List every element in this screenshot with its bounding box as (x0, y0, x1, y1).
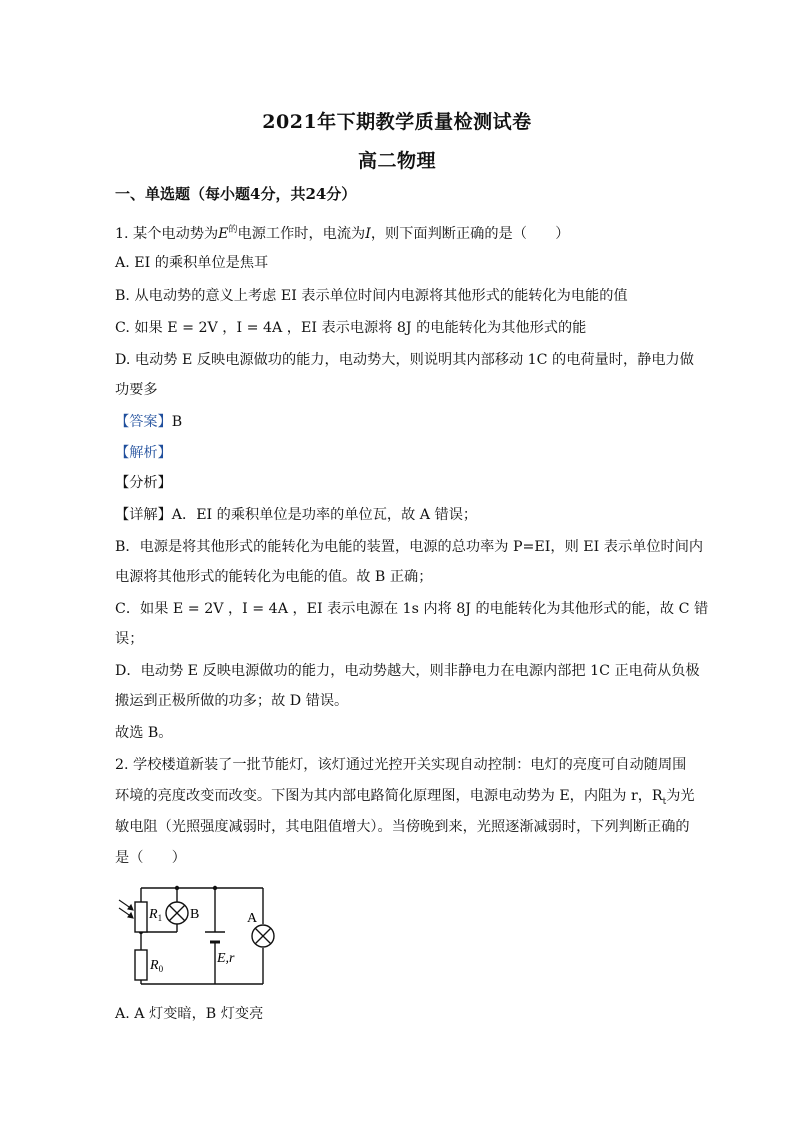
q1-stem (115, 220, 685, 244)
section-heading: 一、单选题（每小题4分，共24分） (115, 185, 357, 203)
q1-symbol-E: E (218, 226, 229, 242)
exam-title: 2021年下期教学质量检测试卷 (262, 111, 532, 133)
q1-option-a: A. EI 的乘积单位是焦耳 (115, 255, 269, 271)
junction-dot (213, 886, 217, 890)
junction-dot (175, 886, 179, 890)
answer-tag: 【答案】 (115, 414, 172, 430)
light-arrows-icon (119, 900, 133, 918)
q2-stem-line2-text: 环境的亮度改变而改变。下图为其内部电路简化原理图，电源电动势为 E，内阻为 r，R (115, 788, 663, 804)
q2-stem-line1: 2. 学校楼道新装了一批节能灯，该灯通过光控开关实现自动控制：电灯的亮度可自动随周围 (115, 757, 687, 773)
lamp-b-icon (166, 902, 188, 924)
circuit-diagram (113, 880, 283, 992)
q1-option-d-line2: 功要多 (115, 382, 158, 398)
label-a: A (247, 911, 258, 926)
q1-option-c: C. 如果 E = 2V ，I = 4A ，EI 表示电源将 8J 的电能转化为其他形式的能 (115, 320, 587, 336)
answer-value: B (171, 414, 183, 430)
q1-detail-a (115, 505, 685, 525)
q2-stem-sub: t (662, 796, 667, 807)
label-r1 (148, 907, 162, 923)
q1-option-b: B. 从电动势的意义上考虑 EI 表示单位时间内电源将其他形式的能转化为电能的值 (115, 288, 628, 304)
q2-stem-line2 (115, 786, 695, 812)
label-r0-sub: 0 (158, 964, 164, 974)
analysis-tag: 【解析】 (115, 445, 172, 461)
q1-stem-part: 1. 某个电动势为 (115, 226, 219, 242)
q1-answer (115, 412, 685, 432)
label-b: B (190, 907, 200, 922)
label-r0 (149, 958, 164, 974)
q1-symbol-I: I (365, 226, 371, 242)
battery-icon (205, 932, 225, 942)
label-r1-main: R (149, 907, 158, 922)
q2-stem-line2-tail: 为光 (666, 788, 695, 804)
label-r1-sub: 1 (157, 913, 163, 923)
q1-option-d-line1: D. 电动势 E 反映电源做功的能力，电动势大，则说明其内部移动 1C 的电荷量时，静电力做 (115, 352, 694, 368)
label-r0-main: R (150, 958, 159, 973)
q2-stem-line4: 是（ ） (115, 850, 186, 866)
q1-detail-b-line1: B．电源是将其他形式的能转化为电能的装置，电源的总功率为 P=EI，则 EI 表示单位时间内 (115, 539, 704, 555)
q1-detail-d-line1: D．电动势 E 反映电源做功的能力，电动势越大，则非静电力在电源内部把 1C 正电荷从负极 (115, 663, 700, 679)
q1-stem-part: ，则下面判断正确的是（ ） (370, 226, 570, 242)
q1-detail-c-line2: 误； (115, 631, 144, 647)
detail-tag: 【详解】 (115, 507, 172, 523)
q1-detail-b-line2: 电源将其他形式的能转化为电能的值。故 B 正确； (115, 569, 433, 585)
q1-stem-sup: 的 (228, 225, 238, 235)
q1-detail-c-line1: C．如果 E = 2V ，I = 4A ，EI 表示电源在 1s 内将 8J 的电能转化为其他形式的能，故 C 错 (115, 601, 709, 617)
q1-stem-part: 电源工作时，电流为 (237, 226, 366, 242)
lamp-a-icon (252, 925, 274, 947)
q1-detail-d-line2: 搬运到正极所做的功多；故 D 错误。 (115, 693, 349, 709)
q1-conclusion: 故选 B。 (115, 725, 173, 741)
q2-stem-line3: 敏电阻（光照强度减弱时，其电阻值增大）。当傍晚到来，光照逐渐减弱时，下列判断正确的 (115, 819, 690, 835)
fenxi-tag: 【分析】 (115, 475, 172, 491)
r0-resistor (135, 950, 147, 980)
q1-detail-a-text: A．EI 的乘积单位是功率的单位瓦，故 A 错误； (171, 507, 478, 523)
r1-resistor (135, 902, 147, 932)
subject-title: 高二物理 (357, 150, 436, 172)
q2-option-a: A. A 灯变暗，B 灯变亮 (115, 1006, 264, 1022)
label-er: E,r (217, 951, 235, 966)
